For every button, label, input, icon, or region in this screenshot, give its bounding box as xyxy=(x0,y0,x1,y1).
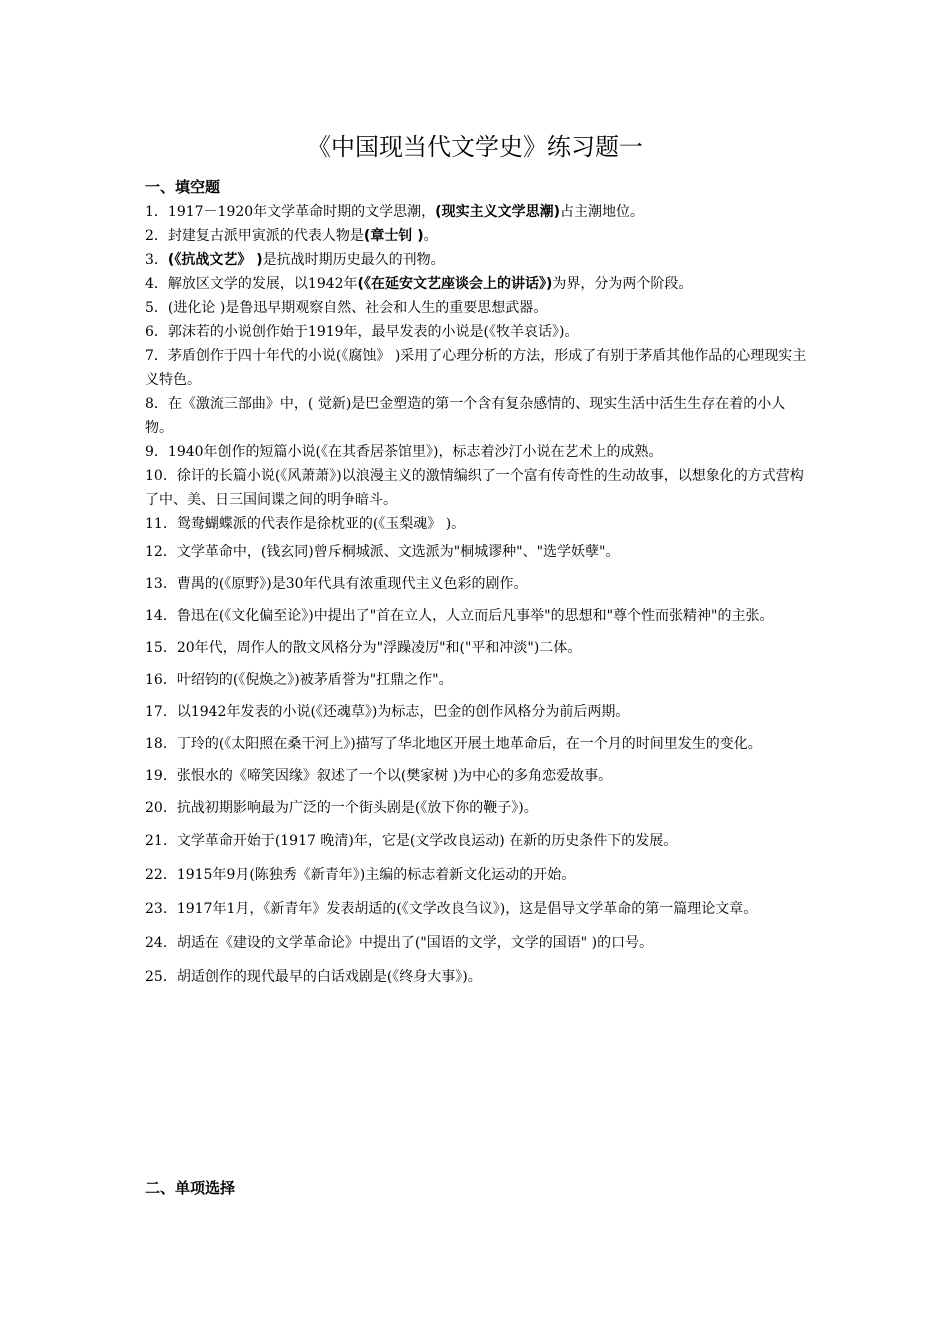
question-item: 12．文学革命中，(钱玄同)曾斥桐城派、文选派为"桐城谬种"、"选学妖孽"。 xyxy=(145,544,620,560)
question-item: 8．在《激流三部曲》中，( 觉新)是巴金塑造的第一个含有复杂感情的、现实生活中活生生存在着的小人物。 xyxy=(145,396,786,436)
question-item: 11．鸳鸯蝴蝶派的代表作是徐枕亚的(《玉梨魂》 )。 xyxy=(145,516,466,532)
question-item: 20．抗战初期影响最为广泛的一个街头剧是(《放下你的鞭子》)。 xyxy=(145,800,538,816)
question-item: 25．胡适创作的现代最早的白话戏剧是(《终身大事》)。 xyxy=(145,969,482,985)
question-item: 7．茅盾创作于四十年代的小说(《腐蚀》 )采用了心理分析的方法，形成了有别于茅盾其他作品的心理现实主义特色。 xyxy=(145,348,807,388)
question-item: 15．20年代，周作人的散文风格分为"浮躁凌厉"和("平和冲淡")二体。 xyxy=(145,640,582,656)
question-item: 21．文学革命开始于(1917 晚清)年，它是(文学改良运动) 在新的历史条件下的发展。 xyxy=(145,833,678,849)
question-item: 18．丁玲的(《太阳照在桑干河上》)描写了华北地区开展土地革命后，在一个月的时间里发生的变化。 xyxy=(145,736,762,752)
question-item: 23．1917年1月，《新青年》发表胡适的(《文学改良刍议》)，这是倡导文学革命的第一篇理论文章。 xyxy=(145,901,758,917)
question-item: 5．(进化论 )是鲁迅早期观察自然、社会和人生的重要思想武器。 xyxy=(145,300,548,316)
question-item: 22．1915年9月(陈独秀《新青年》)主编的标志着新文化运动的开始。 xyxy=(145,867,576,883)
question-list xyxy=(145,200,810,994)
question-item: 3．(《抗战文艺》 )是抗战时期历史最久的刊物。 xyxy=(145,252,445,268)
question-item: 6．郭沫若的小说创作始于1919年，最早发表的小说是(《牧羊哀话》)。 xyxy=(145,324,579,340)
document-title: 《中国现当代文学史》练习题一 xyxy=(307,133,643,161)
question-item: 14．鲁迅在(《文化偏至论》)中提出了"首在立人，人立而后凡事举"的思想和"尊个性而张精神"的主张。 xyxy=(145,608,774,624)
question-item: 9．1940年创作的短篇小说(《在其香居茶馆里》)，标志着沙汀小说在艺术上的成熟。 xyxy=(145,444,663,460)
question-item: 24．胡适在《建设的文学革命论》中提出了("国语的文学，文学的国语" )的口号。 xyxy=(145,935,654,951)
question-item: 13．曹禺的(《原野》)是30年代具有浓重现代主义色彩的剧作。 xyxy=(145,576,528,592)
question-item: 10．徐讦的长篇小说(《风萧萧》)以浪漫主义的激情编织了一个富有传奇性的生动故事，以想象化的方式营构了中、美、日三国间谍之间的明争暗斗。 xyxy=(145,468,804,508)
question-item: 16．叶绍钧的(《倪焕之》)被茅盾誉为"扛鼎之作"。 xyxy=(145,672,453,688)
question-item: 19．张恨水的《啼笑因缘》叙述了一个以(樊家树 )为中心的多角恋爱故事。 xyxy=(145,768,613,784)
question-item: 1．1917－1920年文学革命时期的文学思潮，(现实主义文学思潮)占主潮地位。 xyxy=(145,204,644,220)
question-item: 4．解放区文学的发展，以1942年(《在延安文艺座谈会上的讲话》)为界，分为两个阶段。 xyxy=(145,276,693,292)
section-heading-single-choice: 二、单项选择 xyxy=(145,1179,236,1197)
section-heading-fill-in: 一、填空题 xyxy=(145,178,221,196)
question-item: 2．封建复古派甲寅派的代表人物是(章士钊 )。 xyxy=(145,228,438,244)
question-item: 17．以1942年发表的小说(《还魂草》)为标志，巴金的创作风格分为前后两期。 xyxy=(145,704,630,720)
